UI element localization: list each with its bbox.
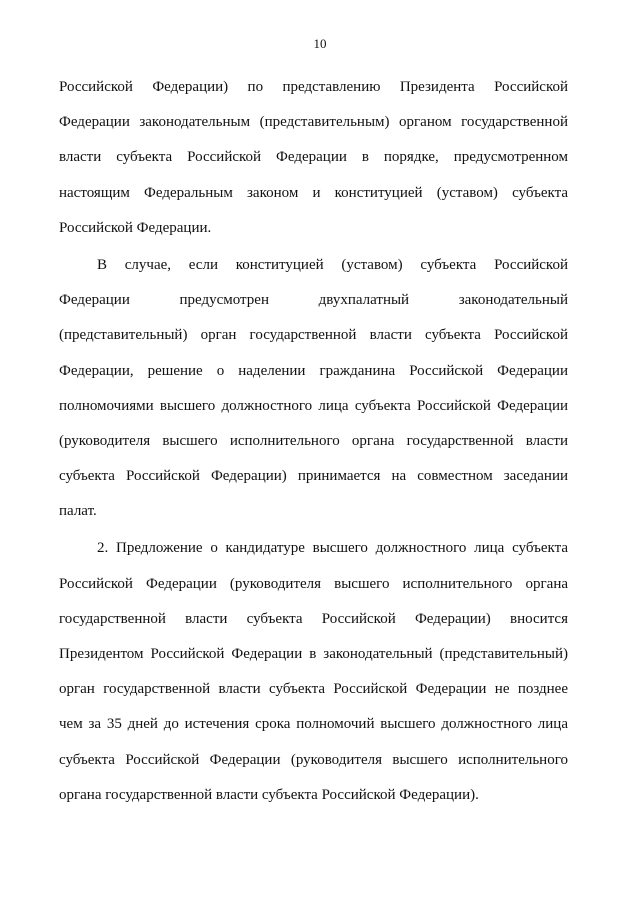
text-line: чем за 35 дней до истечения срока полномочий высшего должностного лица [59, 716, 568, 733]
text-line: (руководителя высшего исполнительного органа государственной власти [59, 432, 568, 449]
text-line: субъекта Российской Федерации (руководителя высшего исполнительного [59, 751, 568, 768]
text-line: (представительный) орган государственной власти субъекта Российской [59, 327, 568, 344]
text-line: субъекта Российской Федерации) принимается на совместном заседании [59, 468, 568, 485]
text-line: Президентом Российской Федерации в законодательный (представительный) [59, 646, 568, 662]
paragraph [59, 70, 568, 246]
text-line: настоящим Федеральным законом и конституцией (уставом) субъекта [59, 184, 568, 201]
text-line: Российской Федерации (руководителя высшего исполнительного органа [59, 575, 568, 592]
text-line: полномочиями высшего должностного лица субъекта Российской Федерации [59, 397, 568, 414]
text-line: В случае, если конституцией (уставом) субъекта Российской [97, 256, 568, 273]
body-text [59, 70, 568, 813]
text-line: Федерации, решение о наделении гражданина Российской Федерации [59, 362, 568, 379]
paragraph [59, 248, 568, 530]
text-line: Российской Федерации. [59, 219, 212, 236]
text-line: Федерации предусмотрен двухпалатный законодательный [59, 292, 568, 309]
text-line: Российской Федерации) по представлению Президента Российской [59, 79, 568, 95]
paragraph [59, 531, 568, 813]
text-line: 2. Предложение о кандидатуре высшего должностного лица субъекта [97, 540, 568, 557]
text-line: Федерации законодательным (представительным) органом государственной [59, 114, 568, 131]
text-line: органа государственной власти субъекта Российской Федерации). [59, 786, 479, 803]
text-line: палат. [59, 503, 97, 520]
text-line: орган государственной власти субъекта Российской Федерации не позднее [59, 681, 568, 698]
page-number: 10 [313, 36, 327, 51]
text-line: власти субъекта Российской Федерации в порядке, предусмотренном [59, 149, 568, 166]
text-line: государственной власти субъекта Российской Федерации) вносится [59, 610, 568, 627]
